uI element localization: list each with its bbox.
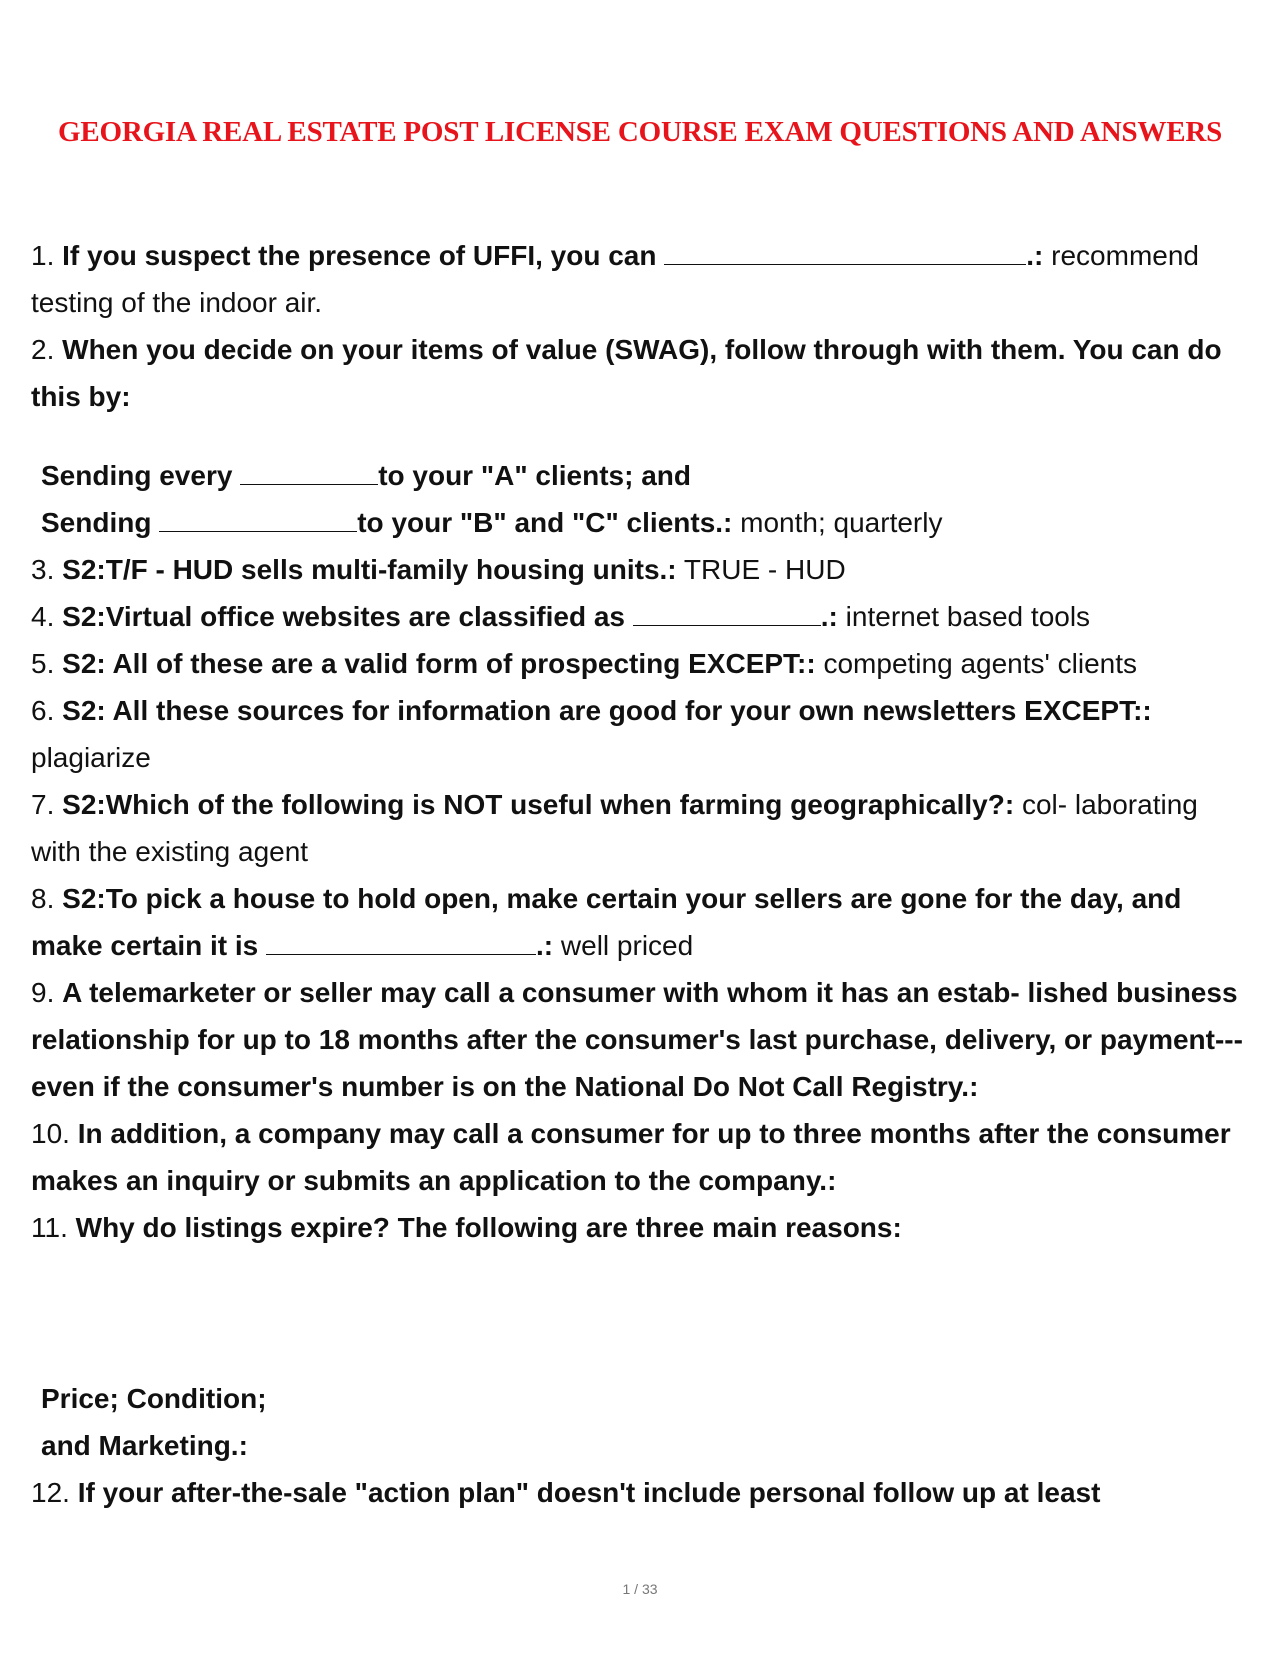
- question-suffix: .:: [820, 601, 838, 632]
- qa-item-2: [31, 326, 1246, 420]
- item-number: 9.: [31, 977, 55, 1008]
- fill-blank: [159, 509, 357, 532]
- question-text: If your after-the-sale "action plan" doesn't include personal follow up at least: [77, 1477, 1101, 1508]
- qa-list: [31, 232, 1246, 1516]
- question-suffix: .:: [1026, 240, 1044, 271]
- question-suffix: .:: [536, 930, 554, 961]
- question-text: S2: All these sources for information are good for your own newsletters EXCEPT::: [62, 695, 1152, 726]
- qa-item-1: [31, 232, 1246, 326]
- question-text: S2:T/F - HUD sells multi-family housing units.:: [62, 554, 677, 585]
- answer-text: month; quarterly: [740, 507, 943, 538]
- qa-item-12: [31, 1469, 1246, 1516]
- item-number: 12.: [31, 1477, 70, 1508]
- question-text: Why do listings expire? The following are three main reasons:: [75, 1212, 902, 1243]
- question-text: to your "B" and "C" clients.:: [357, 507, 733, 538]
- item-number: 2.: [31, 334, 55, 365]
- item-number: 10.: [31, 1118, 70, 1149]
- qa-item-2-line-2: [31, 499, 1246, 546]
- fill-blank: [633, 603, 821, 626]
- qa-item-11-line-1: [31, 1375, 1246, 1422]
- question-text: S2:Which of the following is NOT useful when farming geographically?:: [62, 789, 1015, 820]
- document-title: GEORGIA REAL ESTATE POST LICENSE COURSE EXAM QUESTIONS AND ANSWERS: [57, 116, 1223, 148]
- question-text: When you decide on your items of value (SWAG), follow through with them. You can do this by:: [31, 334, 1222, 412]
- answer-text: TRUE - HUD: [683, 554, 846, 585]
- spacer: [31, 1251, 1246, 1375]
- item-number: 6.: [31, 695, 55, 726]
- item-number: 1.: [31, 240, 55, 271]
- question-text: S2:To pick a house to hold open, make certain your sellers are gone for the day, and make certain it is: [31, 883, 1182, 961]
- question-text: S2: All of these are a valid form of prospecting EXCEPT::: [62, 648, 816, 679]
- question-text: In addition, a company may call a consumer for up to three months after the consumer makes an inquiry or submits an application to the company.:: [31, 1118, 1231, 1196]
- question-text: Sending: [41, 507, 152, 538]
- qa-item-2-line-1: [31, 452, 1246, 499]
- answer-text: plagiarize: [31, 742, 151, 773]
- question-text: to your "A" clients; and: [378, 460, 691, 491]
- question-text: S2:Virtual office websites are classified as: [62, 601, 625, 632]
- qa-item-11-line-2: [31, 1422, 1246, 1469]
- qa-item-6: [31, 687, 1246, 781]
- question-text: Price; Condition;: [41, 1383, 267, 1414]
- item-number: 3.: [31, 554, 55, 585]
- fill-blank: [266, 932, 536, 955]
- qa-item-4: [31, 593, 1246, 640]
- answer-text: recommend testing of the indoor air.: [31, 240, 1199, 318]
- qa-item-11: [31, 1204, 1246, 1251]
- fill-blank: [664, 242, 1026, 265]
- item-number: 11.: [31, 1212, 68, 1243]
- qa-item-5: [31, 640, 1246, 687]
- fill-blank: [240, 462, 378, 485]
- answer-text: well priced: [560, 930, 694, 961]
- item-number: 5.: [31, 648, 55, 679]
- qa-item-3: [31, 546, 1246, 593]
- question-text: If you suspect the presence of UFFI, you can: [62, 240, 657, 271]
- qa-item-9: [31, 969, 1246, 1110]
- question-text: Sending every: [41, 460, 233, 491]
- question-text: A telemarketer or seller may call a consumer with whom it has an estab- lished business relationship for up to 18 months after the consumer's last purchase, delivery, or payment--- even if the consumer's number is on the National Do Not Call Registry.:: [31, 977, 1243, 1102]
- item-number: 7.: [31, 789, 55, 820]
- page-indicator: 1 / 33: [622, 1581, 658, 1597]
- item-number: 8.: [31, 883, 55, 914]
- qa-item-8: [31, 875, 1246, 969]
- qa-item-7: [31, 781, 1246, 875]
- answer-text: competing agents' clients: [823, 648, 1138, 679]
- spacer: [31, 420, 1246, 452]
- qa-item-10: [31, 1110, 1246, 1204]
- answer-text: col- laborating with the existing agent: [31, 789, 1198, 867]
- answer-text: internet based tools: [845, 601, 1091, 632]
- question-text: and Marketing.:: [41, 1430, 248, 1461]
- item-number: 4.: [31, 601, 55, 632]
